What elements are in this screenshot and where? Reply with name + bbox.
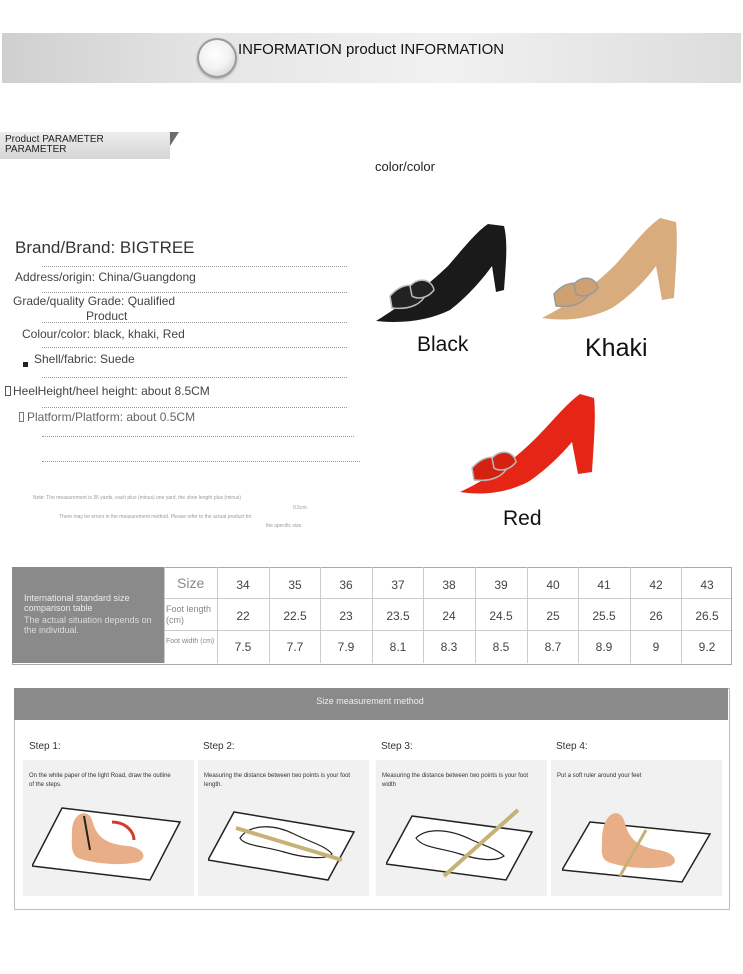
note-line: the specific size. <box>266 523 303 529</box>
brand-param: Brand/Brand: BIGTREE <box>15 238 195 257</box>
size-cell: 42 <box>649 578 663 592</box>
size-cell: 23 <box>339 609 353 623</box>
size-table-title: International standard size comparison table <box>24 593 130 613</box>
foot-length-illustration <box>208 808 358 884</box>
box-icon <box>19 412 24 422</box>
size-row-label: Size <box>177 575 205 591</box>
header-title: INFORMATION product INFORMATION <box>238 41 505 58</box>
size-cell: 36 <box>339 578 353 592</box>
tab-triangle-icon <box>170 132 179 146</box>
size-cell: 41 <box>597 578 611 592</box>
box-icon <box>5 386 11 396</box>
size-cell: 22 <box>236 609 250 623</box>
parameter-tab-label: Product PARAMETER PARAMETER <box>5 134 104 155</box>
width-row-label: Foot width (cm) <box>166 638 215 645</box>
size-cell: 35 <box>288 578 302 592</box>
size-table-subtitle: The actual situation depends on the individual. <box>24 615 152 635</box>
divider <box>42 347 347 348</box>
table-row-divider <box>164 630 731 631</box>
step-4-desc: Put a soft ruler around your feet <box>557 773 642 779</box>
divider <box>42 461 360 462</box>
step-1-desc: On the white paper of the light Road, draw the outline of the steps. <box>29 773 171 788</box>
size-cell: 43 <box>700 578 714 592</box>
size-cell: 8.9 <box>595 640 613 654</box>
divider <box>42 292 347 293</box>
size-cell: 25.5 <box>592 609 616 623</box>
shell-param: Shell/fabric: Suede <box>34 352 135 366</box>
colour-param: Colour/color: black, khaki, Red <box>22 327 185 341</box>
size-cell: 9 <box>652 640 660 654</box>
khaki-label: Khaki <box>585 334 648 362</box>
divider <box>42 436 354 437</box>
length-row-label: Foot length (cm) <box>166 604 212 625</box>
step-3-label: Step 3: <box>381 741 413 752</box>
step-4-label: Step 4: <box>556 741 588 752</box>
header-circle-icon <box>197 38 237 78</box>
platform-param: Platform/Platform: about 0.5CM <box>27 410 196 424</box>
size-cell: 22.5 <box>283 609 307 623</box>
table-row-divider <box>164 598 731 599</box>
step-3-desc: Measuring the distance between two points is your foot width <box>382 773 529 788</box>
heel-param: HeelHeight/heel height: about 8.5CM <box>13 384 210 398</box>
color-section-title: color/color <box>375 159 435 174</box>
size-cell: 23.5 <box>386 609 410 623</box>
size-cell: 39 <box>494 578 508 592</box>
size-cell: 24.5 <box>489 609 513 623</box>
black-label: Black <box>417 333 469 356</box>
foot-outline-illustration <box>32 800 182 884</box>
step-2-desc: Measuring the distance between two points is your foot length. <box>204 773 351 788</box>
size-cell: 8.1 <box>389 640 407 654</box>
black-shoe-image <box>370 218 510 328</box>
red-shoe-image <box>456 392 598 498</box>
divider <box>42 377 347 378</box>
note-line: Note: The measurement is 36 yards, each plus (minus) one yard, the shoe length plus (minus) <box>33 495 242 501</box>
size-cell: 24 <box>442 609 456 623</box>
note-line: There may be errors in the measurement method. Please refer to the actual product for <box>59 514 252 520</box>
size-cell: 25 <box>546 609 560 623</box>
grade-param: Grade/quality Grade: Qualified <box>13 294 176 308</box>
divider <box>42 322 347 323</box>
foot-circumference-illustration <box>562 800 712 884</box>
step-2-label: Step 2: <box>203 741 235 752</box>
divider <box>42 266 347 267</box>
size-cell: 38 <box>442 578 456 592</box>
foot-width-illustration <box>386 806 536 884</box>
size-cell: 9.2 <box>698 640 716 654</box>
khaki-shoe-image <box>538 214 683 324</box>
size-cell: 7.9 <box>337 640 355 654</box>
size-cell: 37 <box>391 578 405 592</box>
size-cell: 7.5 <box>234 640 252 654</box>
size-cell: 8.3 <box>440 640 458 654</box>
size-cell: 26.5 <box>695 609 719 623</box>
table-col-divider <box>164 567 165 663</box>
size-cell: 7.7 <box>286 640 304 654</box>
bullet-icon <box>23 362 28 367</box>
grade-param-line2: Product <box>86 309 128 323</box>
red-label: Red <box>503 507 542 530</box>
size-cell: 8.7 <box>544 640 562 654</box>
divider <box>42 407 347 408</box>
size-cell: 34 <box>236 578 250 592</box>
size-cell: 8.5 <box>492 640 510 654</box>
step-1-label: Step 1: <box>29 741 61 752</box>
size-cell: 40 <box>546 578 560 592</box>
size-cell: 26 <box>649 609 663 623</box>
measurement-title: Size measurement method <box>316 696 424 706</box>
note-line: 0.5cm. <box>293 505 309 511</box>
origin-param: Address/origin: China/Guangdong <box>15 270 196 284</box>
